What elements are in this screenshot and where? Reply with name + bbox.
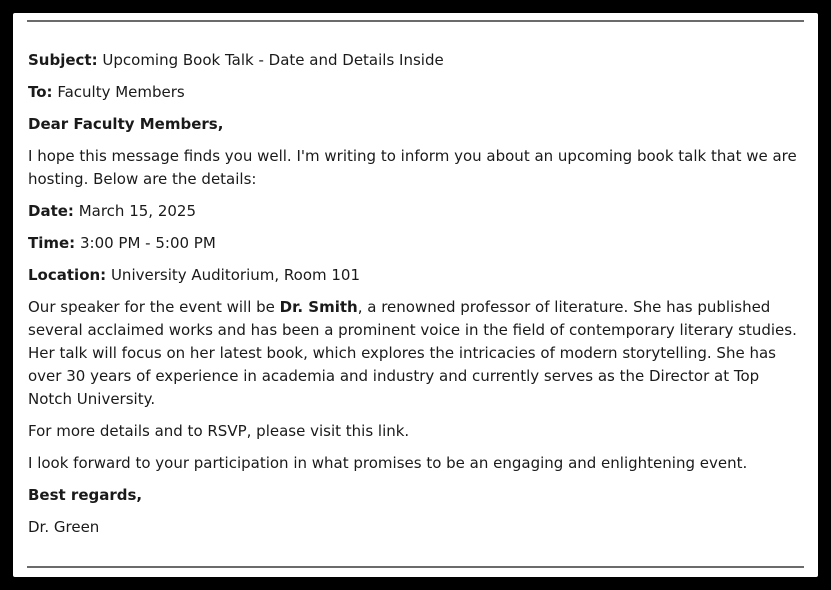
bottom-divider: [27, 566, 804, 568]
date-label: Date:: [28, 202, 74, 220]
location-text: University Auditorium, Room 101: [110, 266, 361, 284]
to-label: To:: [28, 83, 53, 101]
location-line: [28, 264, 798, 287]
closing-note: I look forward to your participation in what promises to be an engaging and enlightening event.: [28, 454, 748, 472]
signoff: Best regards,: [28, 486, 143, 504]
subject-text: Upcoming Book Talk - Date and Details Inside: [102, 51, 444, 69]
speaker-bio-text: , a renowned professor of literature. She has published several acclaimed works and has been a prominent voice in the field of contemporary literary studies. Her talk will focus on her latest book, which explores the intricacies of modern storytelling. She has over 30 years of experience in academia and industry and currently serves as the Director at Top Notch University.: [28, 298, 797, 408]
date-line: [28, 200, 798, 223]
to-text: Faculty Members: [57, 83, 185, 101]
greeting: Dear Faculty Members,: [28, 115, 224, 133]
date-text: March 15, 2025: [78, 202, 196, 220]
time-text: 3:00 PM - 5:00 PM: [79, 234, 216, 252]
to-line: [28, 81, 798, 104]
subject-line: [28, 49, 798, 72]
time-label: Time:: [28, 234, 76, 252]
email-body: [28, 49, 798, 548]
intro-paragraph: I hope this message finds you well. I'm writing to inform you about an upcoming book talk that we are hosting. Below are the details:: [28, 147, 797, 188]
rsvp-line: For more details and to RSVP, please visit this link.: [28, 422, 410, 440]
signature: Dr. Green: [28, 518, 100, 536]
location-label: Location:: [28, 266, 107, 284]
speaker-intro-text: Our speaker for the event will be: [28, 298, 280, 316]
speaker-paragraph: [28, 296, 798, 411]
top-divider: [27, 20, 804, 22]
subject-label: Subject:: [28, 51, 98, 69]
time-line: [28, 232, 798, 255]
email-card: [13, 13, 818, 577]
speaker-name: Dr. Smith: [279, 298, 358, 316]
